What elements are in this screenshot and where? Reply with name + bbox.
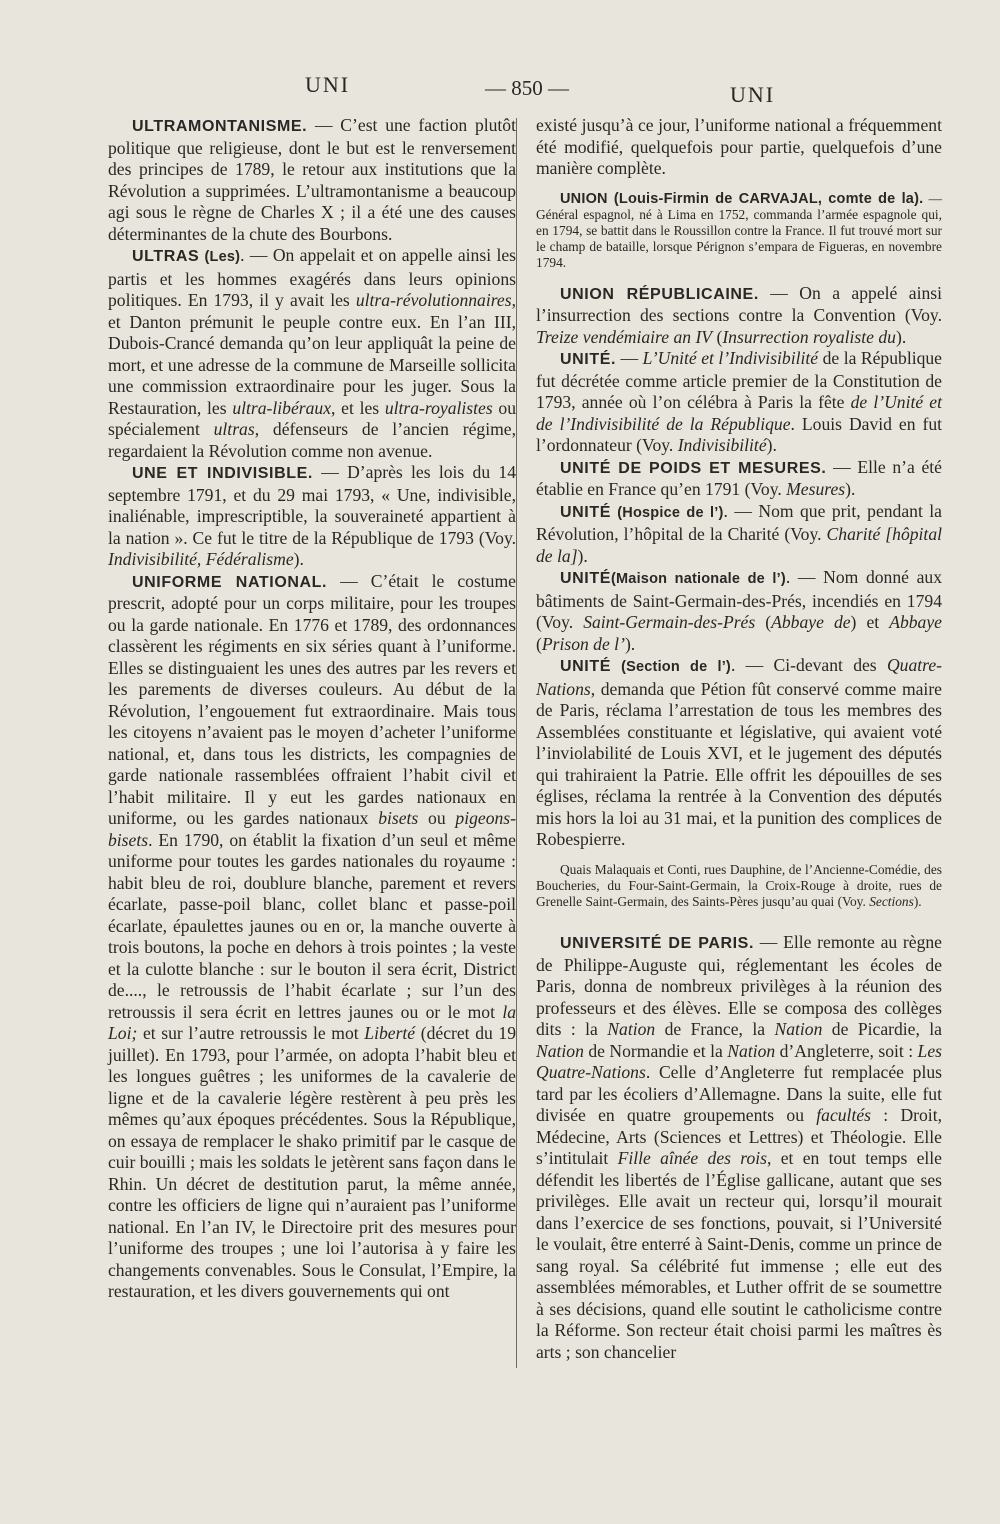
column-divider — [516, 118, 517, 1368]
entry-text: — C’était le costume prescrit, adopté pour un corps militaire, pour les troupes ou la garde nationale. En 1776 et 1789, des ordonnances classèrent les régiments en six séries quant à l’uniforme. Elles se distinguaient les unes des autres par les revers et les parements de diverses couleurs. Au début de la Révolution, l’engouement fut extraordinaire. Mais tous les citoyens n’avaient pas le moyen d’acheter l’uniforme national, et, dans tous les districts, les compagnies de garde nationale rassemblées offraient l’habit civil et l’habit militaire. Il y eut les gardes nationaux en uniforme, ou les gardes nationaux — [108, 570, 516, 828]
entry-text: ). — [766, 435, 777, 456]
running-head-right: UNI — [730, 82, 776, 107]
entry-text: et sur l’autre retroussis le mot — [137, 1023, 365, 1043]
entry-ultras — [108, 245, 516, 462]
entry-text: . Celle d’Angleterre fut remplacée plus tard par les écoliers d’Allemagne. Dans la suite, elle fut divisée en quatre groupements ou — [536, 1062, 942, 1126]
headword: UNE ET INDIVISIBLE. — [132, 465, 313, 482]
entry-italic: ultra-révolutionnaires — [355, 290, 512, 310]
entry-text: ). — [293, 549, 304, 569]
headword: UNITÉ — [560, 570, 611, 588]
page-number: — 850 — — [485, 76, 569, 100]
entry-text: ). — [913, 893, 922, 909]
running-head — [0, 72, 1000, 112]
entry-italic: facultés — [816, 1105, 871, 1126]
entry-text: Quais Malaquais et Conti, rues Dauphine, de l’Ancienne-Comédie, des Boucheries, du Four-Saint-Germain, la Croix-Rouge à droite, rues de Grenelle Saint-Germain, des Saints-Pères jusqu’au quai (Voy. — [536, 861, 942, 909]
entry-text: ( — [712, 326, 723, 347]
headword: UNIVERSITÉ DE PARIS. — [560, 935, 754, 953]
entry-text: : Droit, Médecine, Arts (Sciences et Lettres) et Théologie. Elle s’intitulait — [536, 1105, 942, 1169]
entry-text: ou — [418, 808, 456, 828]
entry-text: d’Angleterre, soit : — [775, 1040, 918, 1061]
entry-text: , et en tout temps elle défendit les libertés de l’Église gallicane, autant que ses privilèges. Elle avait un recteur qui, lorsqu’il mourait dans l’exercice de ses fonctions, pouvait, si l’Université le voulait, être enterré à Saint-Denis, comme un prince de sang royal. Sa célébrité fut immense ; elle eut des assemblées mémorables, et Luther offrit de se soumettre à ses décisions, quand elle soutint le catholicisme contre la Réforme. Son recteur était choisi parmi les maîtres ès arts ; son chancelier — [536, 1148, 942, 1362]
entry-italic: Sections — [869, 893, 914, 909]
entry-text: ( — [536, 633, 542, 654]
entry-italic: Saint-Germain-des-Prés — [583, 612, 756, 633]
entry-text: — Elle n’a été établie en France qu’en 1791 (Voy. — [536, 456, 942, 500]
entry-italic: Abbaye de — [771, 612, 851, 633]
headword: UNITÉ — [560, 503, 611, 521]
entry-italic: Quatre-Nations — [536, 655, 943, 699]
entry-text: ou spécialement — [108, 397, 516, 439]
entry-text: . — On appelait et on appelle ainsi les partis et les hommes exagérés dans leurs opinions politiques. En 1793, il y avait les — [108, 245, 516, 310]
entry-text: de France, la — [655, 1019, 775, 1040]
spacer — [536, 910, 942, 932]
entry-italic: Fille aînée des rois — [617, 1148, 768, 1169]
entry-text: — Général espagnol, né à Lima en 1752, commanda l’armée espagnole qui, en 1794, se battit dans le Roussillon contre la France. Il fut trouvé mort sur le champ de bataille, lorsque Pérignon s’empara de Figueras, en novembre 1794. — [536, 190, 942, 271]
entry-italic: Indivisibilité — [677, 435, 767, 456]
entry-ultramontanisme — [108, 115, 516, 245]
entry-union-carvajal — [536, 191, 942, 272]
headword-qualifier: (Maison nationale de l’) — [611, 571, 786, 588]
entry-italic: Les Quatre-Nations — [536, 1040, 942, 1083]
entry-text: ) et — [850, 612, 890, 633]
entry-italic: Nation — [536, 1040, 584, 1061]
entry-text: ). — [895, 326, 907, 347]
entry-italic: Nation — [607, 1019, 656, 1040]
entry-italic: de l’Unité et de l’Indivisibilité de la République — [536, 392, 942, 434]
entry-italic: Treize vendémiaire an IV — [536, 326, 713, 347]
entry-italic: Insurrection royaliste du — [722, 326, 896, 347]
entry-text: , et Danton prémunit le peuple contre eux. En l’an III, Dubois-Crancé demanda qu’on leur appliquât la peine de mort, et une adresse de la commune de Marseille sollicita une commission extraordinaire pour les juger. Sous la Restauration, les — [108, 290, 516, 418]
entry-universite-de-paris — [536, 932, 942, 1363]
spacer — [536, 180, 942, 191]
entry-text: — C’est une faction plutôt politique que religieuse, dont le but est le renversement des principes de 1789, le retour aux institutions que la Révolution a supprimées. L’ultramontanisme a beaucoup agi sous le règne de Charles X ; il a été une des causes déterminantes de la chute des Bourbons. — [108, 115, 516, 244]
entry-italic: bisets — [378, 808, 419, 828]
entry-italic: pigeons-bisets — [108, 808, 516, 850]
entry-text: existé jusqu’à ce jour, l’uniforme national a fréquemment été modifié, quelquefois pour partie, quelquefois d’une manière complète. — [536, 115, 942, 178]
entry-unite — [536, 348, 942, 457]
headword: ULTRAMONTANISME. — [132, 118, 308, 135]
entry-italic: Nation — [774, 1019, 823, 1040]
headword-qualifier: (Hospice de l’) — [611, 504, 724, 521]
entry-text: ). — [624, 633, 636, 654]
entry-text: ). — [577, 545, 588, 566]
entry-text: de Picardie, la — [822, 1019, 942, 1040]
right-column — [536, 115, 942, 1363]
entry-text: . — Nom donné aux bâtiments de Saint-Germain-des-Prés, incendiés en 1794 (Voy. — [536, 567, 942, 633]
spacer — [536, 851, 942, 862]
entry-text: . Louis David en fut l’ordonnateur (Voy. — [536, 413, 943, 456]
headword: UNITÉ — [560, 658, 611, 676]
entry-text: (décret du 19 juillet). En 1793, pour l’armée, on adopta l’habit bleu et les longues guêtres ; les uniformes de la cavalerie de ligne et de la cavalerie légère restèrent à peu près les mêmes qu’aux époques précédentes. Sous la République, on essaya de remplacer le shako primitif par le casque de cuir bouilli ; mais les soldats le jetèrent sans façon dans le Rhin. Un décret de destitution parut, la même année, contre les officiers de ligne qui n’auraient pas l’uniforme national. En l’an IV, le Directoire prit des mesures pour l’uniforme des troupes ; une loi l’autorisa à y faire les changements convenables. Sous le Consulat, l’Empire, la restauration, et les divers gouvernements qui ont — [108, 1023, 516, 1301]
headword-qualifier: (Les) — [199, 249, 241, 265]
entry-italic: Charité [hôpital de la] — [536, 524, 943, 566]
entry-italic: Liberté — [364, 1023, 416, 1043]
entry-italic: Nation — [727, 1040, 776, 1061]
entry-text: . — Nom que prit, pendant la Révolution, l’hôpital de la Charité (Voy. — [536, 500, 942, 545]
entry-text: . En 1790, on établit la fixation d’un seul et même uniforme pour toutes les gardes nationales du royaume : habit bleu de roi, doublure blanche, parement et revers écarlate, passe-poil blanc, collet blanc et passe-poil écarlate, épaulettes jaunes ou en or, la manche ouverte à trois boutons, la poche en dehors à trois pointes ; la veste et la culotte blanche : sur le bouton il sera écrit, District de...., le retroussis de l’habit écarlate ; sur l’un des retroussis il sera écrit en lettres jaunes ou or le mot — [108, 829, 516, 1022]
entry-italic: ultra-royalistes — [384, 397, 493, 418]
headword: ULTRAS — [132, 248, 200, 265]
entry-une-et-indivisible — [108, 462, 516, 571]
spacer — [536, 272, 942, 283]
entry-unite-poids-mesures — [536, 457, 942, 501]
entry-uniforme-national — [108, 571, 516, 1303]
entry-quais-note — [536, 862, 942, 911]
entry-unite-section — [536, 655, 942, 851]
entry-italic: L’Unité et l’Indivisibilité — [642, 348, 819, 369]
entry-text: — D’après les lois du 14 septembre 1791, et du 29 mai 1793, « Une, indivisible, inaliénable, imprescriptible, la souveraineté appartient à la nation ». Ce fut le titre de la République de 1793 (Voy. — [108, 462, 517, 548]
entry-italic: ultra-libéraux — [232, 397, 332, 418]
entry-text: de la République fut décrétée comme article premier de la Constitution de 1793, année où l’on célébra à Paris la fête — [536, 348, 942, 413]
entry-text: de Normandie et la — [583, 1040, 728, 1061]
entry-union-republicaine — [536, 283, 942, 349]
entry-text: — Elle remonte au règne de Philippe-Auguste qui, réglementant les écoles de Paris, donna de nombreux privilèges à la réunion des professeurs et des élèves. Elle se composa des collèges dits : la — [536, 932, 942, 1040]
headword-qualifier: (Section de l’) — [611, 659, 731, 676]
entry-italic: Prison de l’ — [541, 633, 625, 654]
headword: UNITÉ DE POIDS ET MESURES. — [560, 459, 827, 477]
entry-italic: Abbaye — [889, 612, 942, 633]
entry-unite-maison — [536, 567, 942, 655]
entry-text: — On a appelé ainsi l’insurrection des sections contre la Convention (Voy. — [536, 282, 942, 326]
entry-italic: ultras — [213, 419, 255, 439]
entry-text: ). — [845, 479, 856, 500]
entry-italic: Indivisibilité, Fédéralisme — [108, 549, 294, 569]
running-head-left: UNI — [305, 72, 351, 97]
headword: UNION (Louis-Firmin de CARVAJAL, comte de la). — [560, 190, 924, 207]
entry-continuation — [536, 115, 942, 180]
entry-text: , et les — [331, 397, 385, 418]
entry-text: , demanda que Pétion fût conservé comme maire de Paris, réclama l’arrestation de tous les membres des Assemblées constituante et législative, qui avaient voté l’inviolabilité de Louis XVI, et le jugement des députés qui trahiraient la Patrie. Elle offrit les dépouilles de ses églises, réclama la rentrée à la Convention des députés mis hors la loi au 31 mai, et la punition des complices de Robespierre. — [536, 678, 942, 850]
entry-italic: Mesures — [786, 479, 846, 500]
headword: UNITÉ. — [560, 351, 617, 369]
left-column — [108, 115, 516, 1303]
entry-unite-hospice — [536, 501, 942, 568]
headword: UNIFORME NATIONAL. — [132, 573, 328, 591]
entry-text: , défenseurs de l’ancien régime, regardaient la Révolution comme non avenue. — [108, 419, 516, 461]
entry-text: — — [616, 348, 643, 369]
entry-text: . — Ci-devant des — [730, 655, 887, 676]
entry-text: ( — [755, 612, 772, 633]
entry-italic: la Loi; — [108, 1001, 516, 1043]
headword: UNION RÉPUBLICAINE. — [560, 285, 759, 303]
